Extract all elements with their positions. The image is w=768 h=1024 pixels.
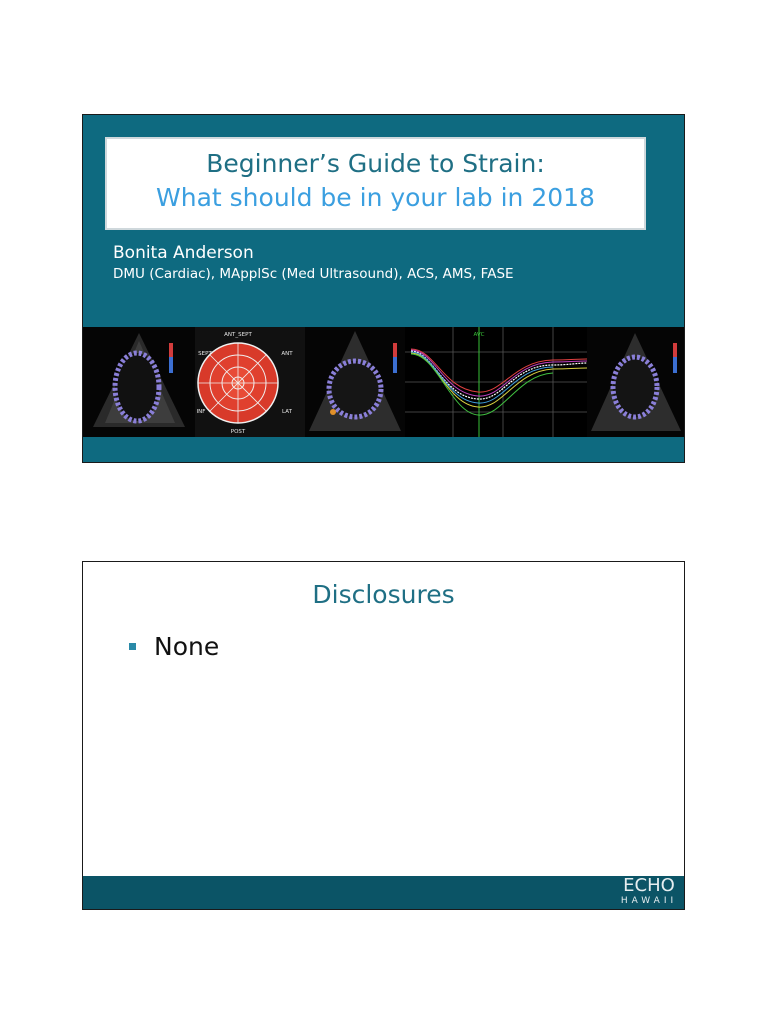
graph-marker-label: AVC xyxy=(473,332,485,338)
disclosures-title: Disclosures xyxy=(312,580,455,609)
title-slide xyxy=(82,114,685,463)
logo-text-bottom: HAWAII xyxy=(620,896,678,906)
author-credentials: DMU (Cardiac), MApplSc (Med Ultrasound), ACS, AMS, FASE xyxy=(113,266,514,282)
disclosures-slide xyxy=(82,561,685,910)
echo-hawaii-logo xyxy=(616,876,682,909)
footer-bar xyxy=(83,876,684,909)
bullseye-label-upper-right: ANT xyxy=(281,351,293,357)
echo-image-strip xyxy=(83,327,684,437)
title-line-2: What should be in your lab in 2018 xyxy=(156,183,595,212)
bullseye-label-lower-left: INF xyxy=(196,409,206,415)
bullet-item xyxy=(129,632,219,661)
bullseye-label-top: ANT_SEPT xyxy=(224,332,252,338)
echo-view-2 xyxy=(305,327,405,437)
bullseye-label-lower-right: LAT xyxy=(282,409,292,415)
strain-curve-graph xyxy=(405,327,587,437)
bullet-text: None xyxy=(154,632,220,661)
title-box xyxy=(105,137,646,230)
bullseye-label-bottom: POST xyxy=(230,429,246,435)
title-line-1: Beginner’s Guide to Strain: xyxy=(206,149,545,178)
logo-text-top: ECHO xyxy=(623,875,675,896)
bullet-square-icon xyxy=(129,643,136,650)
bullseye-plot xyxy=(195,327,305,437)
echo-images xyxy=(83,327,684,437)
bullseye-label-upper-left: SEPT xyxy=(198,351,212,357)
echo-view-1 xyxy=(83,327,195,437)
author-name: Bonita Anderson xyxy=(113,243,254,263)
echo-view-3 xyxy=(587,327,684,437)
